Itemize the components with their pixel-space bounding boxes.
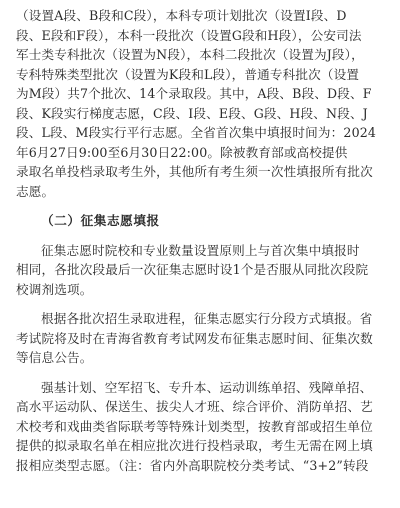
text-line: （设置A段、B段和C段），本科专项计划批次（设置I段、D: [16, 8, 347, 23]
text-line: 征集志愿时院校和专业数量设置原则上与首次集中填报时: [41, 242, 360, 258]
text-line: 术校考和戏曲类省际联考等特殊计划类型，按教育部或招生单位: [16, 418, 373, 434]
section-heading: （二）征集志愿填报: [41, 213, 160, 228]
text-line: 军士类专科批次（设置为N段），本科二段批次（设置为J段），: [16, 47, 364, 62]
paragraph-staged-filling: [16, 309, 384, 368]
text-line: 强基计划、空军招飞、专升本、运动训练单招、残障单招、: [41, 379, 373, 395]
text-line: 段、E段和F段），本科一段批次（设置G段和H段），公安司法: [16, 27, 362, 43]
paragraph-special-plans: [16, 378, 384, 476]
text-line: 志愿。: [16, 183, 55, 199]
text-line: 为M段）共7个批次、14个录取段。其中，A段、B段、D段、F: [16, 86, 372, 101]
paragraph-collection-rules: [16, 241, 384, 300]
text-line: 报相应类型志愿。（注：省内外高职院校分类考试、“3+2”转段: [16, 457, 369, 473]
text-line: 提供的拟录取名单在相应批次进行投档录取，考生无需在网上填: [16, 438, 373, 453]
paragraph-batch-settings: [16, 6, 384, 201]
text-line: 录取名单投档录取考生外，其他所有考生须一次性填报所有批次: [16, 164, 373, 179]
text-line: 高水平运动队、保送生、拔尖人才班、综合评价、消防单招、艺: [16, 399, 373, 414]
text-line: 根据各批次招生录取进程，征集志愿实行分段方式填报。省: [41, 311, 373, 326]
text-line: 段、K段实行梯度志愿，C段、I段、E段、G段、H段、N段、J: [16, 105, 368, 121]
text-line: 校调剂选项。: [16, 281, 93, 297]
text-line: 等信息公告。: [16, 350, 93, 365]
text-line: 专科特殊类型批次（设置为K段和L段），普通专科批次（设置: [16, 66, 360, 82]
text-line: 考试院将及时在青海省教育考试网发布征集志愿时间、征集次数: [16, 330, 373, 346]
text-line: 年6月27日9:00至6月30日22:00。除被教育部或高校提供: [16, 144, 348, 160]
text-line: 相同，各批次段最后一次征集志愿时设1个是否服从同批次段院: [16, 262, 369, 277]
text-line: 段、L段、M段实行平行志愿。全省首次集中填报时间为：2024: [16, 125, 377, 140]
